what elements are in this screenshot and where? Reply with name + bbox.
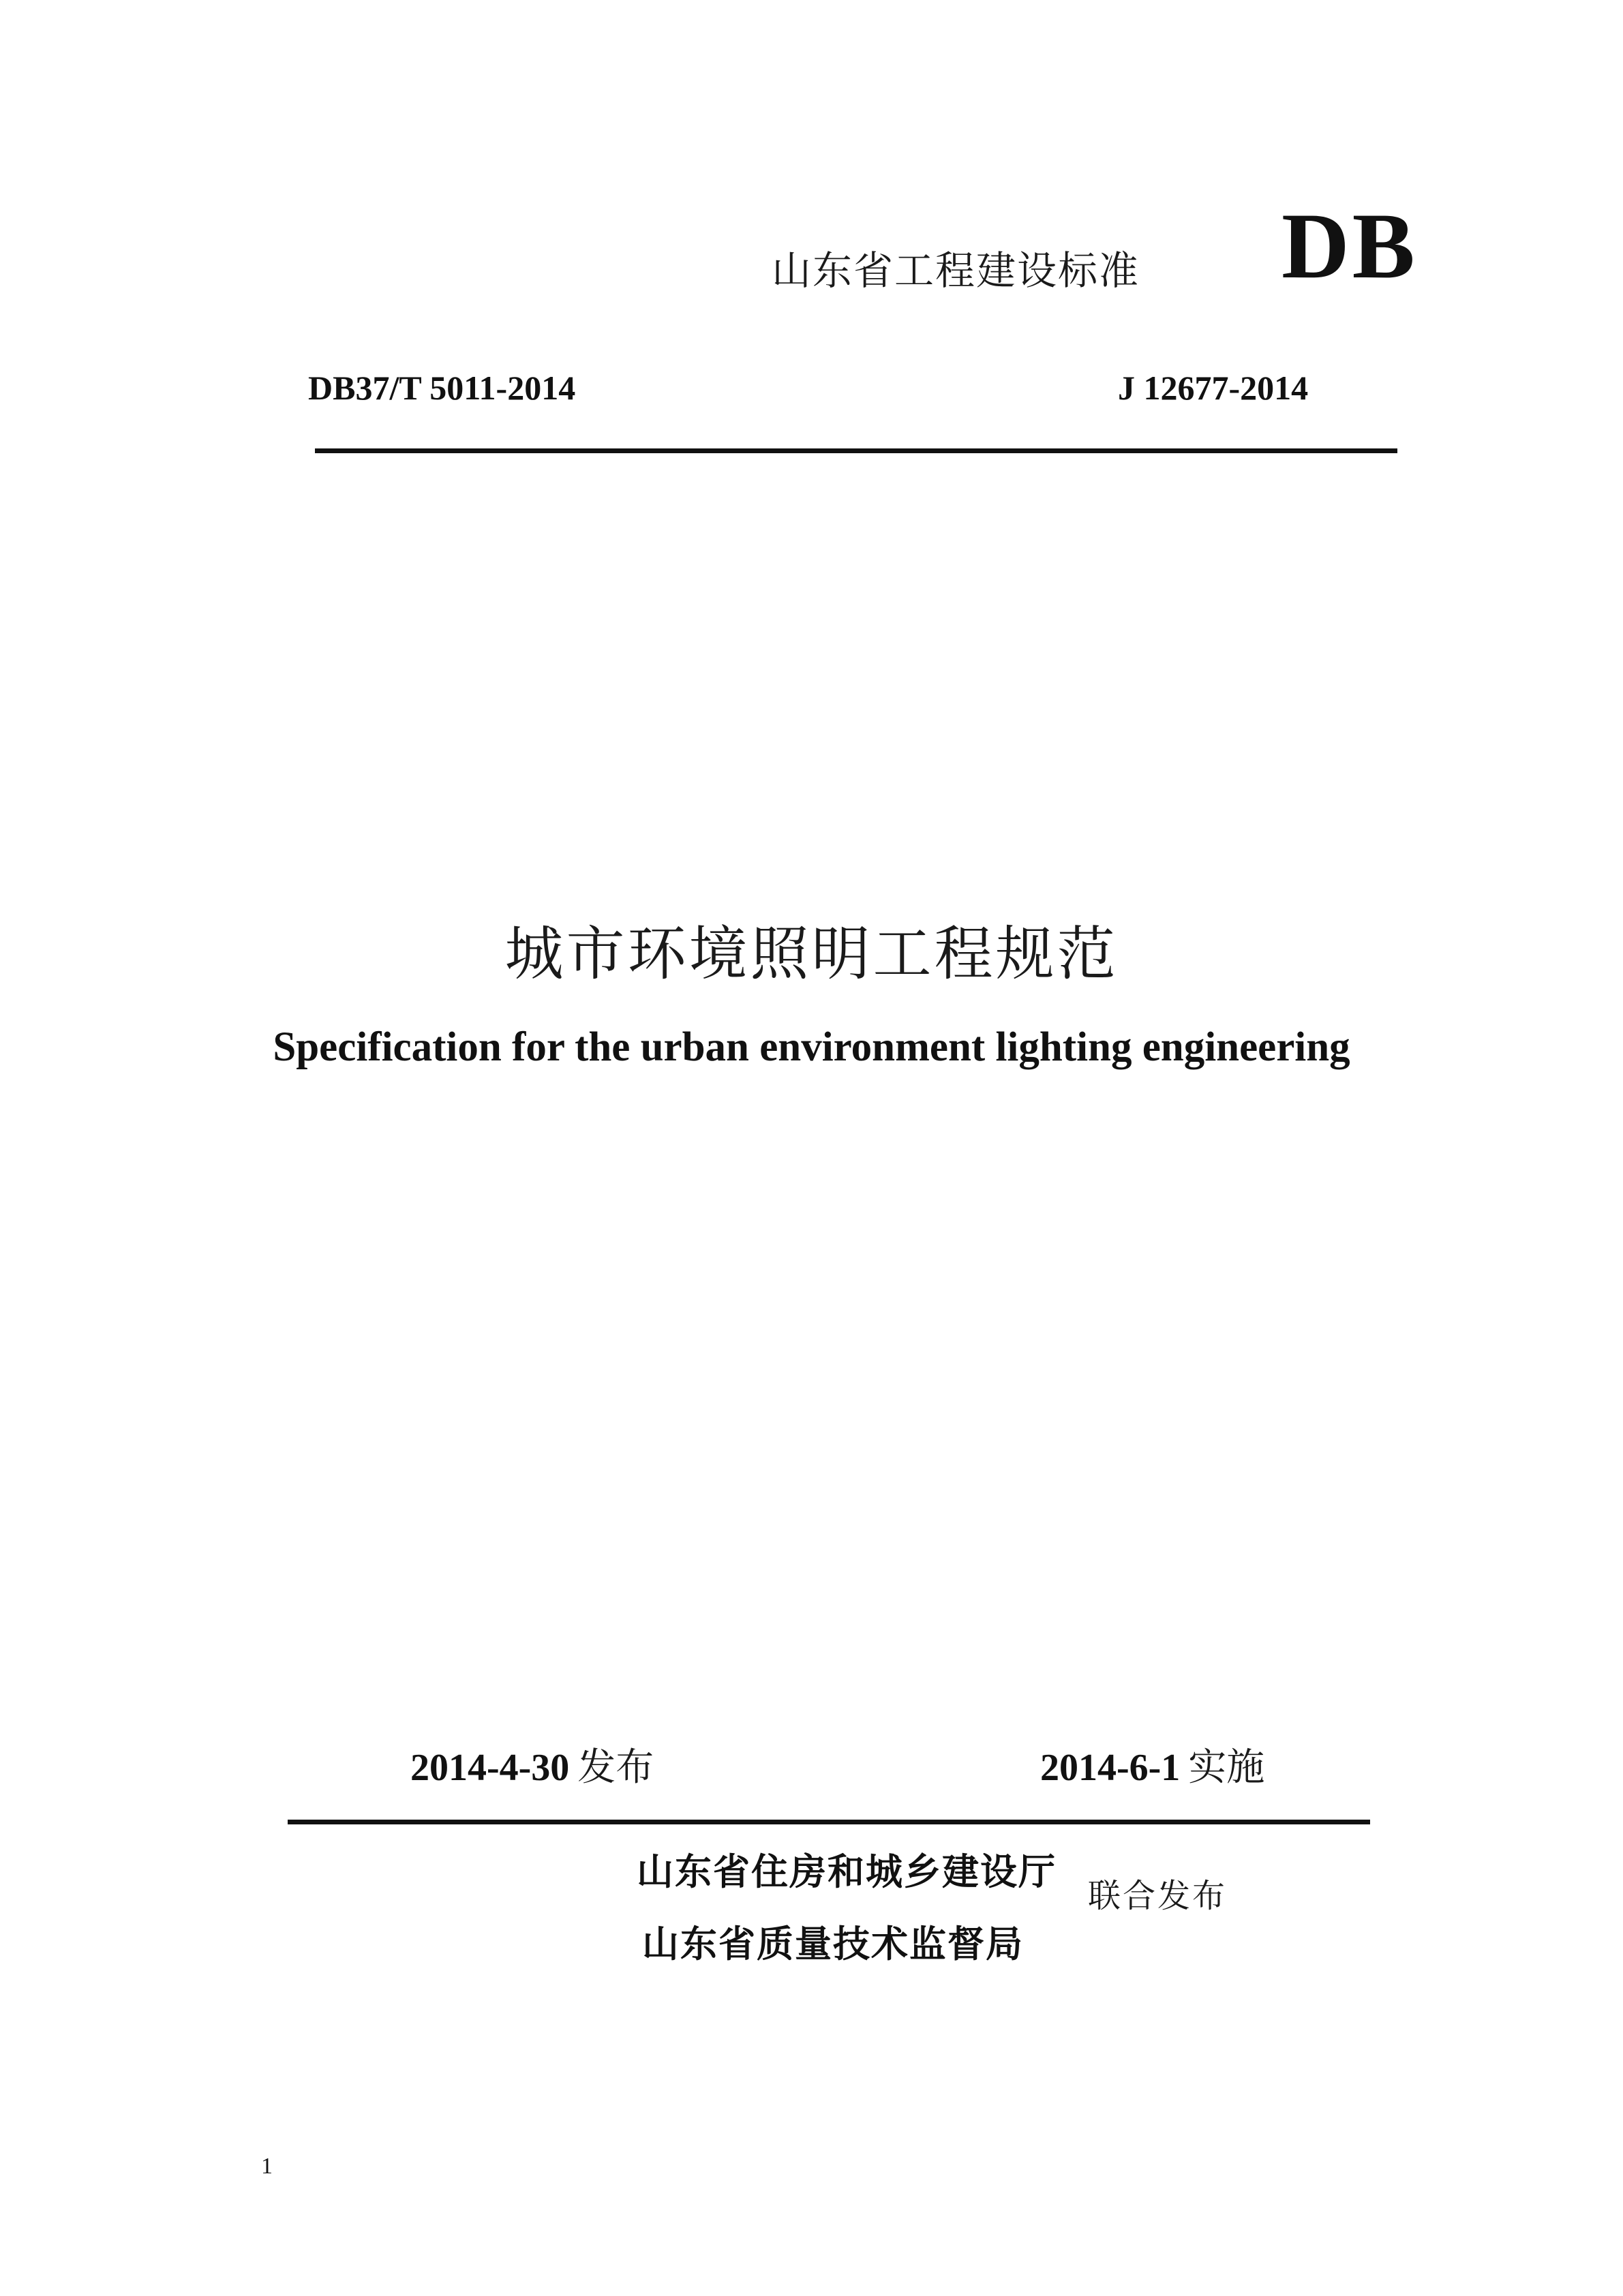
page-number: 1 bbox=[261, 2154, 273, 2179]
implement-date: 2014-6-1 bbox=[1040, 1747, 1181, 1789]
title-english: Specification for the urban environment lighting engineering bbox=[273, 1024, 1350, 1070]
title-chinese: 城市环境照明工程规范 bbox=[504, 920, 1119, 988]
standard-number: DB37/T 5011-2014 bbox=[308, 369, 576, 407]
issuer-quality-bureau: 山东省质量技术监督局 bbox=[642, 1923, 1024, 1965]
standard-series-name: 山东省工程建设标准 bbox=[772, 247, 1140, 294]
issue-label: 发布 bbox=[577, 1745, 654, 1790]
record-number: J 12677-2014 bbox=[1118, 369, 1309, 407]
top-divider bbox=[315, 448, 1397, 453]
implement-label: 实施 bbox=[1188, 1745, 1265, 1790]
issuer-housing-department: 山东省住房和城乡建设厅 bbox=[637, 1850, 1057, 1893]
issue-date: 2014-4-30 bbox=[410, 1747, 570, 1789]
issue-date-group bbox=[410, 1745, 654, 1791]
implement-date-group bbox=[1040, 1745, 1264, 1791]
joint-issue-note: 联合发布 bbox=[1088, 1877, 1228, 1911]
db-mark: DB bbox=[1281, 194, 1418, 298]
bottom-divider bbox=[288, 1820, 1370, 1824]
